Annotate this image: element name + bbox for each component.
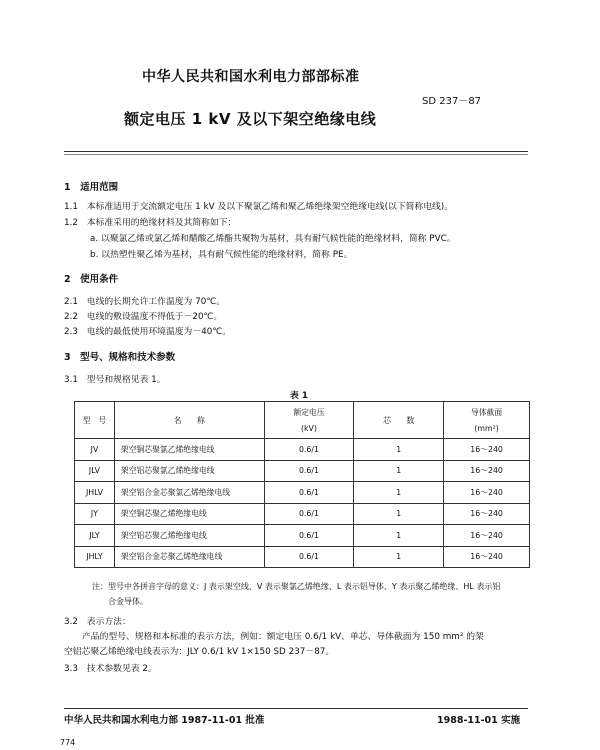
cell-model: JHLY — [75, 546, 115, 568]
clause-3-2-text-1: 产品的型号、规格和本标准的表示方法，例如：额定电压 0.6/1 kV、单芯、导体截面为 150 mm² 的架 — [82, 632, 484, 642]
header-section-label: 导体截面 — [470, 408, 503, 417]
cell-voltage: 0.6/1 — [264, 439, 354, 461]
header-cores: 芯 数 — [354, 402, 444, 439]
header-name: 名 称 — [114, 402, 264, 439]
cell-section: 16～240 — [444, 439, 530, 461]
clause-1-2-a: a. 以聚氯乙烯或氯乙烯和醋酸乙烯酯共聚物为基材，具有耐气候性能的绝缘材料，简称 PVC。 — [90, 234, 456, 244]
effective-line: 1988-11-01 实施 — [437, 715, 521, 726]
clause-3-3: 3.3 技术参数见表 2。 — [64, 664, 157, 674]
section-2-heading: 2 使用条件 — [64, 274, 119, 285]
document-title: 额定电压 1 kV 及以下架空绝缘电线 — [124, 110, 377, 128]
clause-1-2: 1.2 本标准采用的绝缘材料及其简称如下： — [64, 218, 237, 228]
table-row — [75, 482, 530, 504]
clause-1-2-b: b. 以热塑性聚乙烯为基材，具有耐气候性能的绝缘材料，简称 PE。 — [90, 250, 353, 260]
table-header-row — [75, 402, 530, 439]
cell-cores: 1 — [354, 503, 444, 525]
clause-3-2-text-2: 空铝芯聚乙烯绝缘电线表示为：JLY 0.6/1 kV 1×150 SD 237－87。 — [64, 647, 335, 657]
table-1 — [74, 401, 530, 568]
header-voltage-unit: (kV) — [300, 424, 317, 433]
section-1-heading: 1 适用范围 — [64, 182, 119, 193]
table-note-line-1: 注：型号中各拼音字母的意义：J 表示架空线、V 表示聚氯乙烯绝缘、L 表示铝导体、Y 表示聚乙烯绝缘、HL 表示铝 — [92, 582, 501, 591]
cell-name: 架空铜芯聚乙烯绝缘电线 — [114, 503, 264, 525]
cell-model: JV — [75, 439, 115, 461]
cell-voltage: 0.6/1 — [264, 525, 354, 547]
cell-name: 架空铝芯聚乙烯绝缘电线 — [114, 525, 264, 547]
cell-section: 16～240 — [444, 460, 530, 482]
clause-3-2: 3.2 表示方法： — [64, 617, 131, 627]
cell-model: JHLV — [75, 482, 115, 504]
cell-voltage: 0.6/1 — [264, 482, 354, 504]
cell-model: JLV — [75, 460, 115, 482]
table-note-line-2: 合金导体。 — [108, 597, 148, 606]
header-section — [444, 402, 530, 439]
table-row — [75, 503, 530, 525]
cell-section: 16～240 — [444, 503, 530, 525]
clause-2-3: 2.3 电线的最低使用环境温度为－40℃。 — [64, 327, 232, 337]
page-number: 774 — [60, 738, 76, 747]
table-row — [75, 525, 530, 547]
cell-cores: 1 — [354, 525, 444, 547]
cell-voltage: 0.6/1 — [264, 503, 354, 525]
header-model: 型 号 — [75, 402, 115, 439]
table-1-caption: 表 1 — [290, 391, 308, 401]
cell-name: 架空铝芯聚氯乙烯绝缘电线 — [114, 460, 264, 482]
top-rule — [64, 151, 528, 152]
cell-cores: 1 — [354, 482, 444, 504]
table-row — [75, 460, 530, 482]
cell-section: 16～240 — [444, 482, 530, 504]
cell-voltage: 0.6/1 — [264, 460, 354, 482]
cell-cores: 1 — [354, 460, 444, 482]
clause-2-2: 2.2 电线的敷设温度不得低于－20℃。 — [64, 312, 223, 322]
bottom-rule — [64, 708, 528, 709]
clause-1-1: 1.1 本标准适用于交流额定电压 1 kV 及以下聚氯乙烯和聚乙烯绝缘架空绝缘电线(以下简称电线)。 — [64, 202, 454, 212]
table-row — [75, 439, 530, 461]
cell-name: 架空铜芯聚氯乙烯绝缘电线 — [114, 439, 264, 461]
cell-name: 架空铝合金芯聚氯乙烯绝缘电线 — [114, 482, 264, 504]
table-row — [75, 546, 530, 568]
ministry-header: 中华人民共和国水利电力部部标准 — [142, 69, 360, 85]
clause-2-1: 2.1 电线的长期允许工作温度为 70℃。 — [64, 297, 226, 307]
header-voltage-label: 额定电压 — [293, 408, 325, 417]
cell-name: 架空铝合金芯聚乙烯绝缘电线 — [114, 546, 264, 568]
approval-line: 中华人民共和国水利电力部 1987-11-01 批准 — [64, 715, 265, 726]
cell-cores: 1 — [354, 546, 444, 568]
cell-voltage: 0.6/1 — [264, 546, 354, 568]
cell-model: JY — [75, 503, 115, 525]
cell-cores: 1 — [354, 439, 444, 461]
cell-section: 16～240 — [444, 546, 530, 568]
header-section-unit: (mm²) — [474, 424, 499, 433]
top-rule-secondary — [64, 154, 528, 155]
header-voltage — [264, 402, 354, 439]
cell-section: 16～240 — [444, 525, 530, 547]
standard-code: SD 237－87 — [422, 96, 482, 107]
clause-3-1: 3.1 型号和规格见表 1。 — [64, 375, 166, 385]
section-3-heading: 3 型号、规格和技术参数 — [64, 352, 176, 363]
cell-model: JLY — [75, 525, 115, 547]
